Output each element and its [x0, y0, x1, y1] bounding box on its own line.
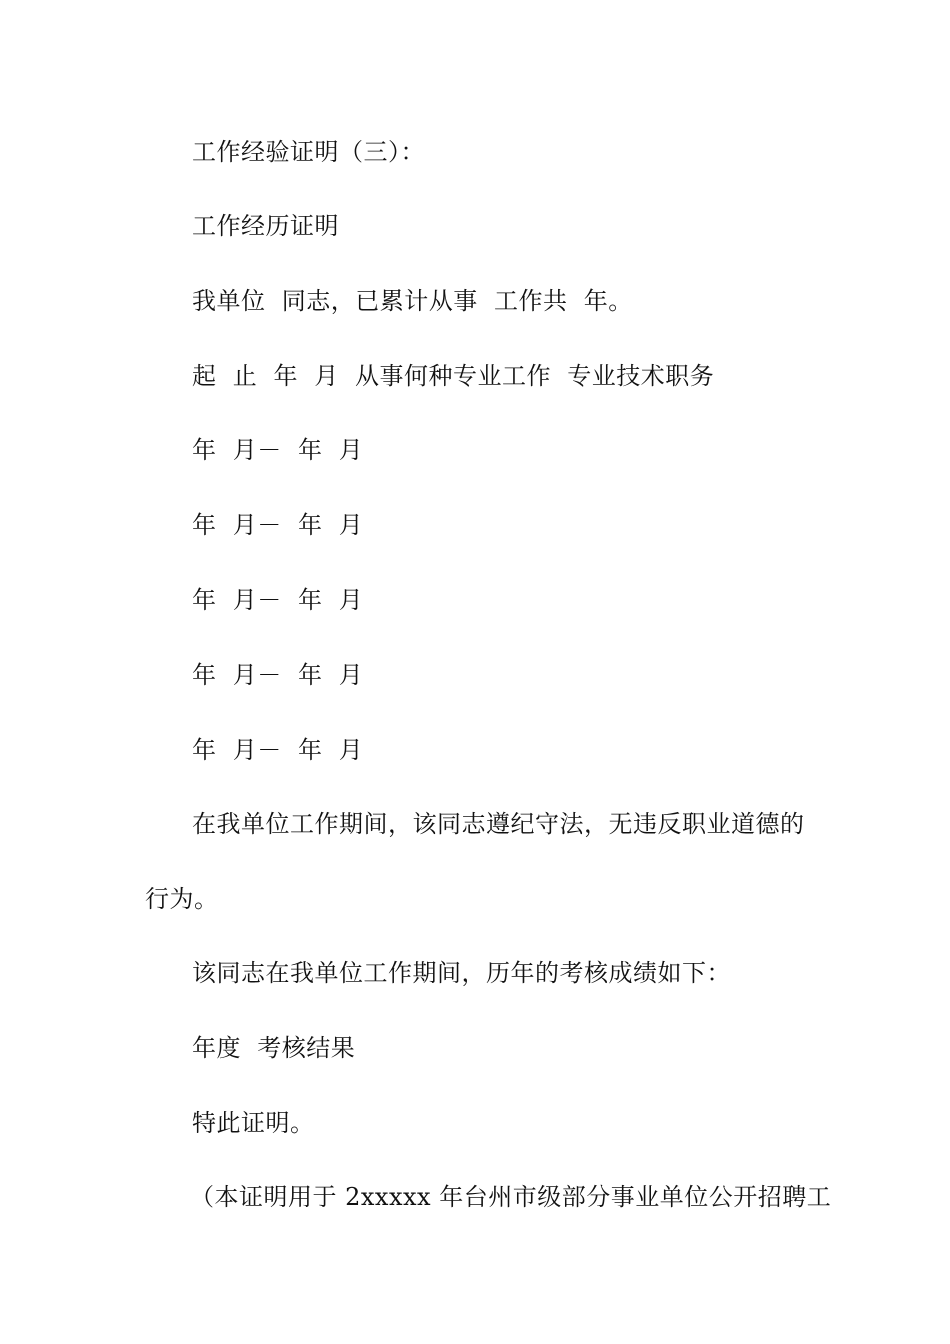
intro-paragraph: 我单位 同志，已累计从事 工作共 年。: [192, 287, 633, 315]
date-row: 年 月－ 年 月: [192, 661, 364, 689]
closing-statement: 特此证明。: [192, 1109, 315, 1137]
conduct-paragraph-line1: 在我单位工作期间，该同志遵纪守法，无违反职业道德的: [192, 810, 805, 838]
table-header-line: 起 止 年 月 从事何种专业工作 专业技术职务: [192, 362, 715, 390]
date-row: 年 月－ 年 月: [192, 436, 364, 464]
document-subheading: 工作经历证明: [192, 212, 339, 240]
conduct-paragraph-line2: 行为。: [145, 885, 219, 913]
usage-note: （本证明用于 2xxxxx 年台州市级部分事业单位公开招聘工: [190, 1183, 832, 1211]
date-row: 年 月－ 年 月: [192, 736, 364, 764]
date-row: 年 月－ 年 月: [192, 586, 364, 614]
assessment-header: 年度 考核结果: [192, 1034, 356, 1062]
date-row: 年 月－ 年 月: [192, 511, 364, 539]
document-heading: 工作经验证明（三）：: [192, 138, 425, 166]
assessment-intro: 该同志在我单位工作期间，历年的考核成绩如下：: [192, 959, 731, 987]
